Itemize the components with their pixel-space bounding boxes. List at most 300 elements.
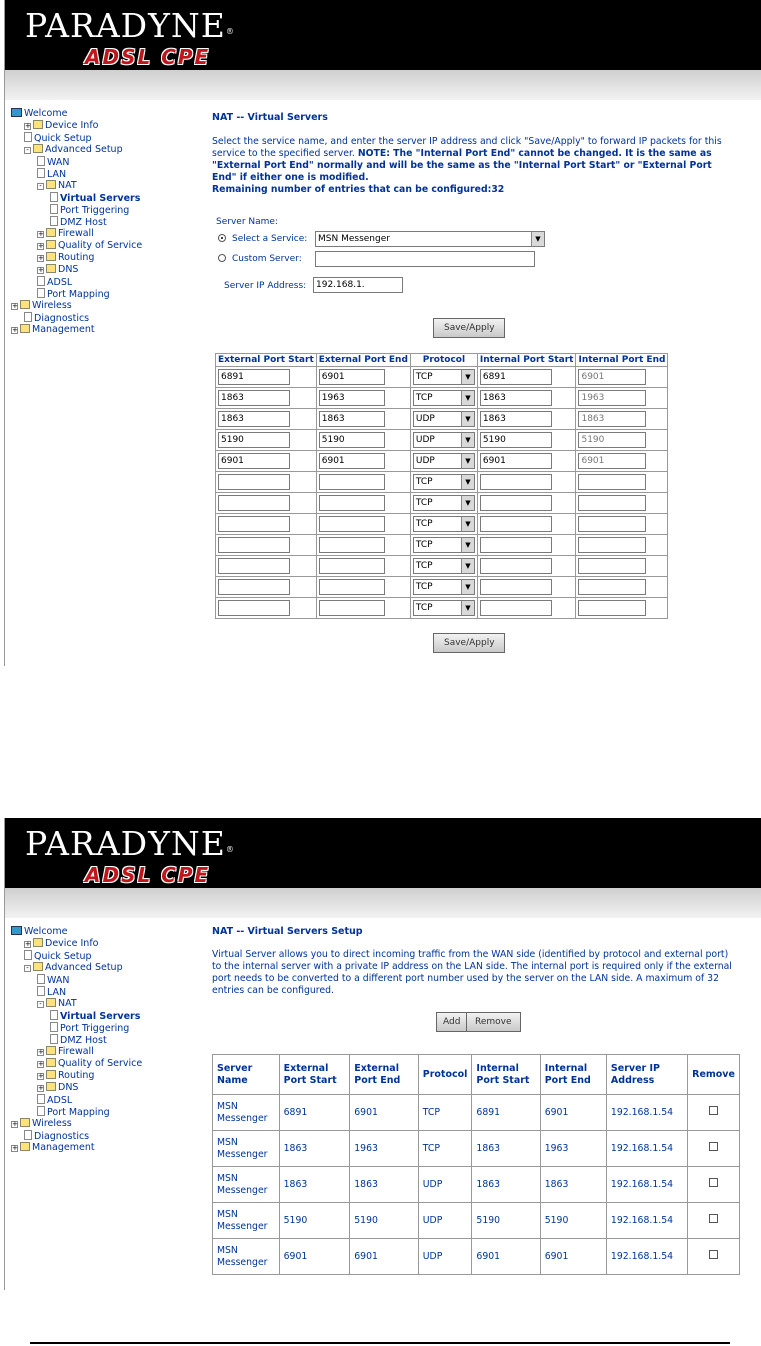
- nav-item[interactable]: [11, 1094, 191, 1106]
- nav-item-label: Virtual Servers: [60, 1011, 141, 1022]
- expand-icon[interactable]: +: [38, 1048, 44, 1056]
- column-header: Protocol: [410, 354, 477, 367]
- external-port-start-input[interactable]: [218, 558, 290, 574]
- nav-item-label: Device Info: [45, 120, 99, 131]
- server-name-label: Server Name:: [216, 217, 278, 227]
- select-service-label: Select a Service:: [232, 234, 308, 244]
- service-select[interactable]: MSN Messenger ▼: [315, 231, 545, 247]
- table-cell: [316, 577, 410, 598]
- external-port-start-input[interactable]: [218, 495, 290, 511]
- external-port-end-input[interactable]: [319, 474, 385, 490]
- protocol-select[interactable]: TCP ▼: [413, 579, 475, 595]
- nav-item-label: DMZ Host: [60, 1035, 107, 1046]
- table-cell: [410, 535, 477, 556]
- external-port-start-input[interactable]: 1863: [218, 411, 290, 427]
- page-title: NAT -- Virtual Servers Setup: [212, 926, 363, 937]
- internal-port-start-input[interactable]: [480, 474, 552, 490]
- nav-item[interactable]: [11, 938, 191, 950]
- nav-item-label: Wireless: [32, 300, 72, 311]
- table-cell: [316, 535, 410, 556]
- nav-item-label: Firewall: [58, 1046, 94, 1057]
- navigation-tree: [11, 926, 191, 1154]
- nav-item-label: Quick Setup: [34, 133, 92, 144]
- table-cell: [477, 409, 576, 430]
- nav-item[interactable]: [11, 168, 191, 180]
- table-cell: [216, 430, 317, 451]
- nav-item[interactable]: [11, 252, 191, 264]
- nav-item-label: Port Mapping: [47, 1107, 110, 1118]
- internal-port-end-input: [578, 516, 646, 532]
- expand-icon[interactable]: +: [25, 122, 31, 130]
- nav-item[interactable]: [11, 156, 191, 168]
- doc-icon: [50, 216, 58, 226]
- nav-item[interactable]: [11, 180, 191, 192]
- nav-item[interactable]: [11, 276, 191, 288]
- table-cell: UDP: [418, 1239, 472, 1275]
- expand-icon[interactable]: +: [38, 266, 44, 274]
- remove-checkbox[interactable]: [709, 1142, 718, 1151]
- nav-item[interactable]: [11, 264, 191, 276]
- table-cell: [216, 556, 317, 577]
- nav-item[interactable]: [11, 1058, 191, 1070]
- external-port-end-input[interactable]: [319, 558, 385, 574]
- table-row: [216, 367, 668, 388]
- internal-port-start-input[interactable]: [480, 537, 552, 553]
- monitor-icon: [11, 108, 22, 117]
- virtual-servers-add-screenshot: [4, 0, 761, 666]
- collapse-icon[interactable]: -: [24, 965, 31, 972]
- table-row: [216, 472, 668, 493]
- external-port-start-input[interactable]: [218, 516, 290, 532]
- external-port-end-input[interactable]: [319, 495, 385, 511]
- custom-server-label: Custom Server:: [232, 254, 302, 264]
- chevron-down-icon: ▼: [531, 232, 544, 246]
- table-cell: [576, 556, 668, 577]
- table-cell: [576, 514, 668, 535]
- table-cell: [216, 367, 317, 388]
- table-cell: 6901: [472, 1239, 540, 1275]
- nav-item-label: Device Info: [45, 938, 99, 949]
- description: Virtual Server allows you to direct incoming traffic from the WAN side (identified by protocol and external port) to the internal server with a private IP address on the LAN side. The internal port is required only if the external port needs to be converted to a different port number used by the server on the LAN side. A maximum of 32 entries can be configured.: [212, 949, 732, 996]
- instructions: Select the service name, and enter the server IP address and click "Save/Apply" to forward IP packets for this service to the specified server. NOTE: The "Internal Port End" cannot be changed. It is the same as "External Port End" normally and will be the same as the "Internal Port Start" or "External Port End" if either one is modified. Remaining number of entries that can be configured:32: [212, 136, 722, 195]
- expand-icon[interactable]: +: [38, 230, 44, 238]
- chevron-down-icon: ▼: [461, 454, 474, 468]
- nav-item[interactable]: [11, 300, 191, 312]
- table-cell: 192.168.1.54: [606, 1167, 687, 1203]
- nav-item[interactable]: [11, 986, 191, 998]
- folder-icon: [46, 1046, 56, 1055]
- internal-port-end-input: [578, 474, 646, 490]
- nav-item[interactable]: [11, 192, 191, 204]
- table-cell: [316, 367, 410, 388]
- nav-item-label: Welcome: [24, 926, 68, 937]
- monitor-icon: [11, 926, 22, 935]
- folder-icon: [33, 144, 43, 153]
- nav-item[interactable]: [11, 1070, 191, 1082]
- save-apply-button-bottom[interactable]: Save/Apply: [433, 633, 505, 653]
- nav-item[interactable]: [11, 1106, 191, 1118]
- external-port-start-input[interactable]: 5190: [218, 432, 290, 448]
- table-cell: [216, 598, 317, 619]
- adsl-cpe-logo: ADSL CPE: [85, 863, 211, 887]
- folder-icon: [46, 1058, 56, 1067]
- nav-item-label: WAN: [47, 975, 70, 986]
- expand-icon[interactable]: +: [12, 1144, 18, 1152]
- external-port-start-input[interactable]: [218, 600, 290, 616]
- nav-item-label: DNS: [58, 1082, 79, 1093]
- internal-port-start-input[interactable]: [480, 600, 552, 616]
- table-cell: [410, 556, 477, 577]
- table-cell: MSN Messenger: [213, 1239, 280, 1275]
- remove-checkbox[interactable]: [709, 1250, 718, 1259]
- paradyne-logo: PARADYNE®: [25, 6, 235, 45]
- table-cell: [316, 493, 410, 514]
- nav-item-label: Management: [32, 1142, 95, 1153]
- nav-item[interactable]: [11, 950, 191, 962]
- external-port-start-input[interactable]: 1863: [218, 390, 290, 406]
- internal-port-end-input: [578, 495, 646, 511]
- internal-port-start-input[interactable]: [480, 516, 552, 532]
- external-port-start-input[interactable]: [218, 474, 290, 490]
- table-row: [213, 1167, 740, 1203]
- table-cell: 6901: [540, 1095, 606, 1131]
- expand-icon[interactable]: +: [38, 1060, 44, 1068]
- external-port-start-input[interactable]: 6901: [218, 453, 290, 469]
- table-cell: [410, 577, 477, 598]
- table-cell: 5190: [350, 1203, 419, 1239]
- table-cell: TCP: [418, 1131, 472, 1167]
- table-cell: [410, 430, 477, 451]
- remove-checkbox[interactable]: [709, 1214, 718, 1223]
- external-port-end-input[interactable]: [319, 537, 385, 553]
- nav-item-label: Quality of Service: [58, 240, 143, 251]
- table-cell: [216, 577, 317, 598]
- nav-item[interactable]: [11, 240, 191, 252]
- external-port-end-input[interactable]: [319, 600, 385, 616]
- port-table: [215, 353, 668, 619]
- nav-item-label: Advanced Setup: [45, 962, 123, 973]
- table-cell: 6901: [350, 1239, 419, 1275]
- nav-item[interactable]: [11, 1046, 191, 1058]
- custom-server-radio[interactable]: [218, 254, 226, 262]
- external-port-end-input[interactable]: [319, 516, 385, 532]
- header-banner: [5, 0, 761, 70]
- doc-icon: [50, 1022, 58, 1032]
- doc-icon: [50, 1034, 58, 1044]
- page-divider: [30, 1342, 730, 1344]
- table-cell: 1863: [540, 1167, 606, 1203]
- doc-icon: [37, 1094, 45, 1104]
- folder-icon: [33, 120, 43, 129]
- table-cell: [316, 472, 410, 493]
- chevron-down-icon: ▼: [461, 517, 474, 531]
- protocol-select[interactable]: TCP ▼: [413, 495, 475, 511]
- protocol-select[interactable]: TCP ▼: [413, 516, 475, 532]
- column-header: External Port Start: [279, 1055, 350, 1095]
- table-cell: 1963: [350, 1131, 419, 1167]
- chevron-down-icon: ▼: [461, 370, 474, 384]
- internal-port-start-input[interactable]: [480, 579, 552, 595]
- external-port-end-input[interactable]: 1963: [319, 390, 385, 406]
- internal-port-end-input: 6901: [578, 369, 646, 385]
- save-apply-button[interactable]: Save/Apply: [433, 318, 505, 338]
- expand-icon[interactable]: +: [12, 302, 18, 310]
- table-row: [216, 388, 668, 409]
- doc-icon: [37, 168, 45, 178]
- internal-port-start-input[interactable]: 5190: [480, 432, 552, 448]
- table-cell: [477, 367, 576, 388]
- doc-icon: [50, 192, 58, 202]
- internal-port-start-input[interactable]: 6901: [480, 453, 552, 469]
- table-cell: [477, 577, 576, 598]
- nav-item[interactable]: [11, 1142, 191, 1154]
- nav-item[interactable]: [11, 312, 191, 324]
- table-cell: [576, 472, 668, 493]
- internal-port-start-input[interactable]: 6891: [480, 369, 552, 385]
- table-cell: 1863: [472, 1167, 540, 1203]
- table-cell: 192.168.1.54: [606, 1203, 687, 1239]
- nav-item[interactable]: [11, 228, 191, 240]
- nav-item-label: Quality of Service: [58, 1058, 143, 1069]
- table-cell: UDP: [418, 1203, 472, 1239]
- nav-item-label: Management: [32, 324, 95, 335]
- column-header: Internal Port End: [540, 1055, 606, 1095]
- nav-item-label: DNS: [58, 264, 79, 275]
- chevron-down-icon: ▼: [461, 391, 474, 405]
- folder-icon: [46, 240, 56, 249]
- table-row: [216, 598, 668, 619]
- custom-server-input[interactable]: [315, 251, 535, 267]
- server-ip-input[interactable]: 192.168.1.: [313, 277, 403, 293]
- remove-checkbox[interactable]: [709, 1178, 718, 1187]
- table-cell: 1963: [540, 1131, 606, 1167]
- internal-port-end-input: 5190: [578, 432, 646, 448]
- nav-item[interactable]: [11, 1082, 191, 1094]
- internal-port-end-input: [578, 558, 646, 574]
- internal-port-start-input[interactable]: [480, 558, 552, 574]
- nav-item-label: Firewall: [58, 228, 94, 239]
- virtual-servers-table: [212, 1054, 740, 1275]
- external-port-start-input[interactable]: [218, 579, 290, 595]
- nav-item[interactable]: [11, 216, 191, 228]
- doc-icon: [24, 312, 32, 322]
- nav-item-label: WAN: [47, 157, 70, 168]
- doc-icon: [24, 950, 32, 960]
- protocol-select[interactable]: TCP ▼: [413, 474, 475, 490]
- nav-item-label: Port Triggering: [60, 1023, 130, 1034]
- internal-port-start-input[interactable]: 1863: [480, 390, 552, 406]
- nav-item-label: Quick Setup: [34, 951, 92, 962]
- nav-item-label: NAT: [58, 180, 77, 191]
- nav-item[interactable]: [11, 1130, 191, 1142]
- nav-item-label: ADSL: [47, 1095, 73, 1106]
- protocol-select[interactable]: TCP ▼: [413, 390, 475, 406]
- expand-icon[interactable]: +: [25, 940, 31, 948]
- nav-item-label: NAT: [58, 998, 77, 1009]
- nav-item[interactable]: [11, 1034, 191, 1046]
- external-port-end-input[interactable]: 6901: [319, 369, 385, 385]
- table-cell: [477, 493, 576, 514]
- nav-item-label: Welcome: [24, 108, 68, 119]
- table-cell: [216, 388, 317, 409]
- table-cell: [477, 451, 576, 472]
- table-cell: 5190: [540, 1203, 606, 1239]
- select-service-radio[interactable]: [218, 234, 226, 242]
- nav-item[interactable]: [11, 1022, 191, 1034]
- table-cell: 6901: [350, 1095, 419, 1131]
- nav-item[interactable]: [11, 1010, 191, 1022]
- nav-item[interactable]: [11, 120, 191, 132]
- collapse-icon[interactable]: -: [37, 1001, 44, 1008]
- folder-icon: [20, 300, 30, 309]
- nav-item-label: Diagnostics: [34, 1131, 90, 1142]
- table-cell: [410, 451, 477, 472]
- nav-item-label: Advanced Setup: [45, 144, 123, 155]
- protocol-select[interactable]: UDP ▼: [413, 411, 475, 427]
- table-cell: [576, 409, 668, 430]
- protocol-select[interactable]: UDP ▼: [413, 453, 475, 469]
- table-cell: [576, 535, 668, 556]
- protocol-select[interactable]: TCP ▼: [413, 600, 475, 616]
- folder-icon: [46, 252, 56, 261]
- nav-item-label: Diagnostics: [34, 313, 90, 324]
- protocol-select[interactable]: TCP ▼: [413, 558, 475, 574]
- nav-item[interactable]: [11, 1118, 191, 1130]
- protocol-select[interactable]: UDP ▼: [413, 432, 475, 448]
- column-header: Remove: [688, 1055, 740, 1095]
- remove-cell: [688, 1167, 740, 1203]
- table-cell: 5190: [279, 1203, 350, 1239]
- external-port-end-input[interactable]: 6901: [319, 453, 385, 469]
- nav-item[interactable]: [11, 962, 191, 974]
- table-cell: [316, 598, 410, 619]
- chevron-down-icon: ▼: [461, 475, 474, 489]
- table-cell: [216, 409, 317, 430]
- table-cell: 192.168.1.54: [606, 1131, 687, 1167]
- external-port-end-input[interactable]: [319, 579, 385, 595]
- folder-icon: [46, 1070, 56, 1079]
- external-port-end-input[interactable]: 1863: [319, 411, 385, 427]
- doc-icon: [37, 288, 45, 298]
- folder-icon: [20, 324, 30, 333]
- remove-button[interactable]: Remove: [466, 1012, 521, 1032]
- table-cell: MSN Messenger: [213, 1167, 280, 1203]
- doc-icon: [24, 1130, 32, 1140]
- internal-port-end-input: [578, 579, 646, 595]
- table-cell: [576, 493, 668, 514]
- nav-item-label: Virtual Servers: [60, 193, 141, 204]
- internal-port-end-input: [578, 537, 646, 553]
- table-cell: MSN Messenger: [213, 1131, 280, 1167]
- expand-icon[interactable]: +: [38, 254, 44, 262]
- nav-item[interactable]: [11, 204, 191, 216]
- table-cell: [410, 493, 477, 514]
- table-cell: [477, 430, 576, 451]
- internal-port-end-input: [578, 600, 646, 616]
- table-cell: [410, 409, 477, 430]
- internal-port-start-input[interactable]: [480, 495, 552, 511]
- table-cell: [576, 430, 668, 451]
- expand-icon[interactable]: +: [12, 326, 18, 334]
- page-title: NAT -- Virtual Servers: [212, 112, 328, 123]
- table-cell: 6901: [540, 1239, 606, 1275]
- expand-icon[interactable]: +: [38, 242, 44, 250]
- doc-icon: [50, 1010, 58, 1020]
- table-cell: [316, 451, 410, 472]
- table-cell: TCP: [418, 1095, 472, 1131]
- chevron-down-icon: ▼: [461, 580, 474, 594]
- server-ip-label: Server IP Address:: [224, 281, 307, 291]
- nav-item[interactable]: [11, 288, 191, 300]
- expand-icon[interactable]: +: [12, 1120, 18, 1128]
- doc-icon: [37, 276, 45, 286]
- add-button[interactable]: Add: [436, 1012, 467, 1032]
- table-row: [216, 535, 668, 556]
- folder-icon: [20, 1142, 30, 1151]
- table-cell: [216, 535, 317, 556]
- table-row: [216, 430, 668, 451]
- column-header: External Port Start: [216, 354, 317, 367]
- table-cell: [316, 556, 410, 577]
- table-row: [213, 1203, 740, 1239]
- nav-item[interactable]: [11, 998, 191, 1010]
- nav-item-label: ADSL: [47, 277, 73, 288]
- protocol-select[interactable]: TCP ▼: [413, 537, 475, 553]
- column-header: External Port End: [350, 1055, 419, 1095]
- remove-checkbox[interactable]: [709, 1106, 718, 1115]
- header-banner: [5, 818, 761, 888]
- table-cell: [316, 388, 410, 409]
- chevron-down-icon: ▼: [461, 412, 474, 426]
- main-content: [212, 926, 732, 997]
- table-cell: [477, 535, 576, 556]
- nav-item[interactable]: [11, 144, 191, 156]
- collapse-icon[interactable]: -: [37, 183, 44, 190]
- internal-port-start-input[interactable]: 1863: [480, 411, 552, 427]
- expand-icon[interactable]: +: [38, 1072, 44, 1080]
- table-cell: [410, 472, 477, 493]
- doc-icon: [24, 132, 32, 142]
- nav-item[interactable]: [11, 132, 191, 144]
- table-cell: 1863: [279, 1167, 350, 1203]
- expand-icon[interactable]: +: [38, 1084, 44, 1092]
- folder-icon: [46, 228, 56, 237]
- table-cell: UDP: [418, 1167, 472, 1203]
- folder-icon: [46, 1082, 56, 1091]
- nav-item[interactable]: [11, 324, 191, 336]
- external-port-start-input[interactable]: [218, 537, 290, 553]
- nav-item[interactable]: [11, 926, 191, 938]
- protocol-select[interactable]: TCP ▼: [413, 369, 475, 385]
- table-cell: [216, 493, 317, 514]
- nav-item-label: Routing: [58, 1070, 95, 1081]
- nav-item[interactable]: [11, 108, 191, 120]
- table-cell: 1863: [472, 1131, 540, 1167]
- external-port-start-input[interactable]: 6891: [218, 369, 290, 385]
- nav-item-label: LAN: [47, 169, 67, 180]
- table-cell: [477, 556, 576, 577]
- nav-item[interactable]: [11, 974, 191, 986]
- internal-port-end-input: 6901: [578, 453, 646, 469]
- doc-icon: [37, 156, 45, 166]
- collapse-icon[interactable]: -: [24, 147, 31, 154]
- column-header: Internal Port Start: [472, 1055, 540, 1095]
- table-row: [213, 1095, 740, 1131]
- nav-item-label: Port Mapping: [47, 289, 110, 300]
- table-cell: 1863: [350, 1167, 419, 1203]
- header-bar: [5, 70, 761, 100]
- external-port-end-input[interactable]: 5190: [319, 432, 385, 448]
